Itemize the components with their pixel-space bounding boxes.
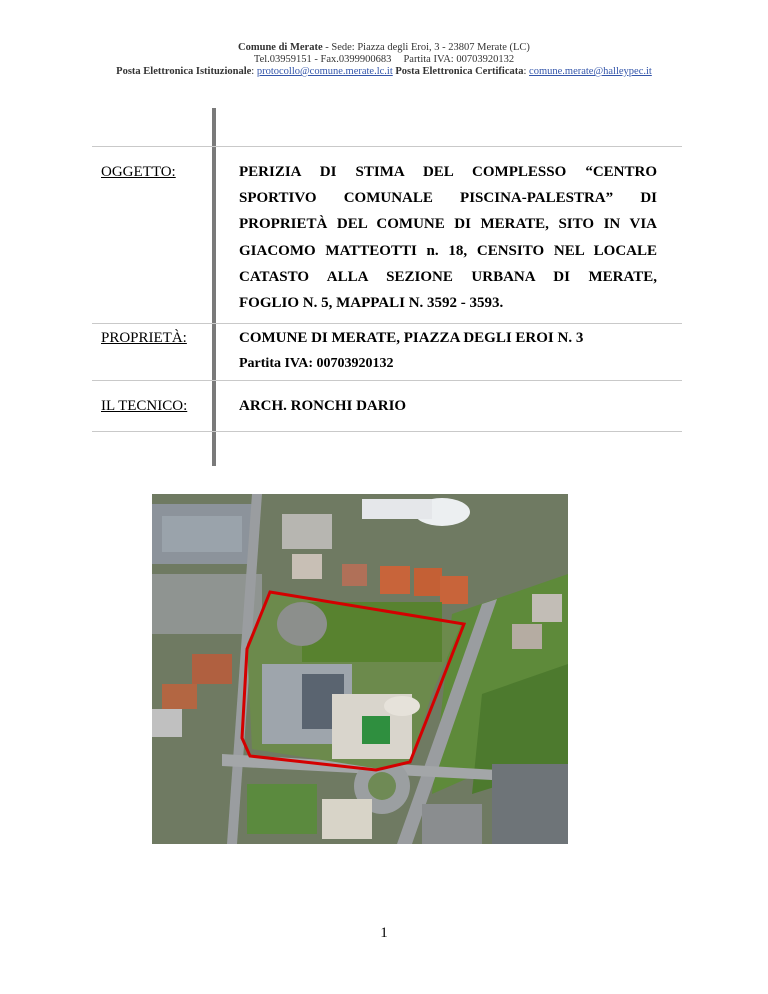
letterhead (0, 42, 768, 78)
oggetto-label: OGGETTO: (101, 164, 176, 180)
phone-fax: Tel.03959151 - Fax.0399900683 (253, 54, 392, 65)
oggetto-line: GIACOMO MATTEOTTI n. 18, CENSITO NEL LOCALE (239, 242, 657, 259)
vat-number: Partita IVA: 00703920132 (403, 54, 515, 65)
letterhead-line-1 (0, 42, 768, 54)
table-divider (92, 431, 682, 432)
oggetto-line: SPORTIVO COMUNALE PISCINA-PALESTRA” DI (239, 190, 657, 207)
oggetto-line: FOGLIO N. 5, MAPPALI N. 3592 - 3593. (239, 295, 504, 312)
pec-certified-link[interactable]: comune.merate@halleypec.it (529, 66, 652, 77)
table-divider (92, 380, 682, 381)
aerial-site-photo (152, 494, 568, 844)
table-divider (92, 323, 682, 324)
letterhead-line-3: Posta Elettronica Istituzionale: protocollo@comune.merate.lc.it Posta Elettronica Certificata: comune.merate@halleypec.it (116, 66, 652, 77)
table-vertical-bar (212, 108, 216, 466)
pec-certified-label: Posta Elettronica Certificata (395, 66, 524, 77)
pec-institutional-label: Posta Elettronica Istituzionale (116, 66, 252, 77)
letterhead-line-2 (0, 54, 768, 66)
pec-institutional-link[interactable]: protocollo@comune.merate.lc.it (256, 66, 393, 77)
municipality-name: Comune di Merate (238, 42, 323, 53)
tecnico-label: IL TECNICO: (101, 398, 188, 414)
oggetto-line: PERIZIA DI STIMA DEL COMPLESSO “CENTRO (239, 164, 657, 180)
proprieta-vat: Partita IVA: 00703920132 (239, 356, 394, 371)
proprieta-label: PROPRIETÀ: (101, 330, 187, 346)
tecnico-value: ARCH. RONCHI DARIO (239, 398, 407, 414)
table-divider (92, 146, 682, 147)
page-number: 1 (380, 925, 388, 941)
municipality-address: - Sede: Piazza degli Eroi, 3 - 23807 Merate (LC) (322, 42, 530, 53)
proprieta-value: COMUNE DI MERATE, PIAZZA DEGLI EROI N. 3 (239, 330, 584, 346)
oggetto-line: PROPRIETÀ DEL COMUNE DI MERATE, SITO IN VIA (239, 216, 657, 233)
oggetto-line: CATASTO ALLA SEZIONE URBANA DI MERATE, (239, 268, 657, 285)
oggetto-text (239, 159, 657, 316)
